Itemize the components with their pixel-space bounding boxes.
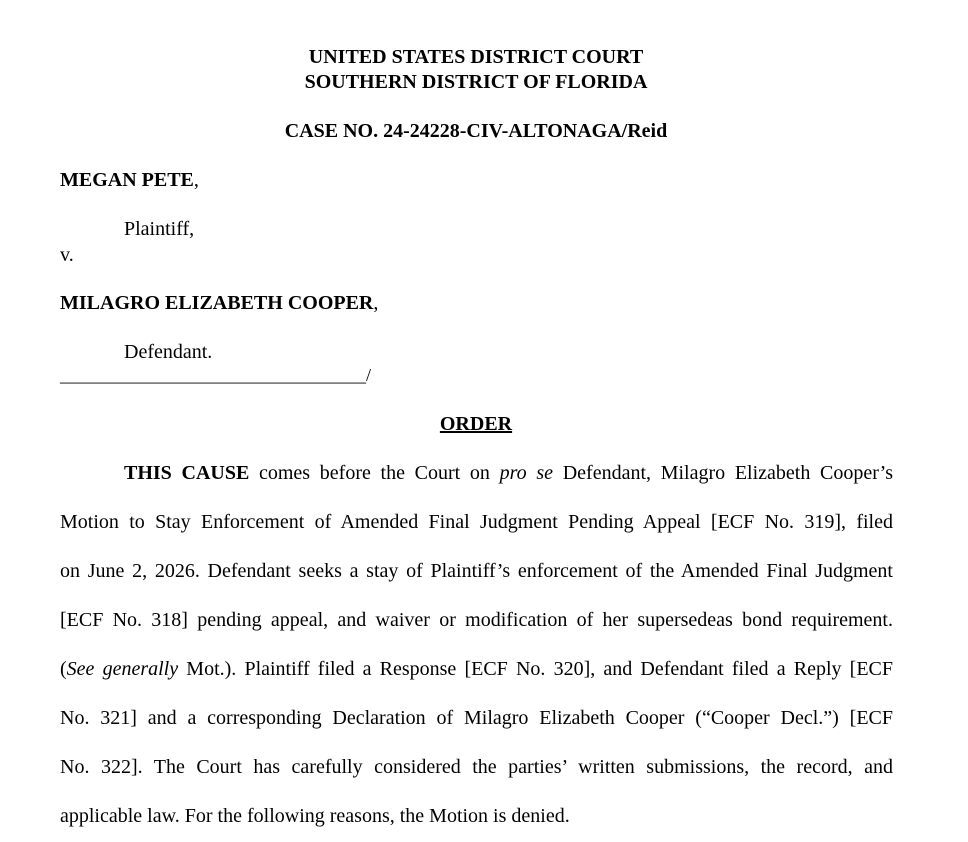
defendant-comma: ,: [373, 292, 379, 314]
body-line-5-b: Mot.). Plaintiff filed a Response [ECF No. 320], and Defendant filed a Reply [ECF: [178, 658, 894, 680]
see-generally: See generally: [66, 658, 179, 680]
plaintiff-name: MEGAN PETE: [60, 169, 194, 191]
court-name-line-1: UNITED STATES DISTRICT COURT: [308, 46, 644, 68]
body-line-1: [124, 461, 893, 485]
versus: v.: [60, 244, 74, 266]
body-line-3: on June 2, 2026. Defendant seeks a stay of Plaintiff’s enforcement of the Amended Final Judgment: [60, 560, 893, 582]
case-number: CASE NO. 24-24228-CIV-ALTONAGA/Reid: [284, 120, 668, 142]
plaintiff-role: Plaintiff,: [124, 218, 195, 240]
order-title-text: ORDER: [439, 413, 513, 435]
body-line-7: No. 322]. The Court has carefully considered the parties’ written submissions, the record, and: [60, 756, 893, 778]
body-line-1-a: comes before the Court on: [249, 462, 500, 484]
body-line-8: applicable law. For the following reasons, the Motion is denied.: [60, 805, 570, 827]
defendant-name-line: [60, 291, 378, 315]
body-line-2: Motion to Stay Enforcement of Amended Final Judgment Pending Appeal [ECF No. 319], filed: [60, 511, 893, 533]
plaintiff-name-line: [60, 168, 199, 192]
caption-signature-line: __________________________________/: [60, 365, 372, 385]
this-cause: THIS CAUSE: [124, 462, 250, 484]
order-title: [0, 412, 952, 436]
body-line-1-b: Defendant, Milagro Elizabeth Cooper’s: [553, 462, 894, 484]
plaintiff-comma: ,: [193, 169, 199, 191]
pro-se: pro se: [499, 462, 554, 484]
body-line-6: No. 321] and a corresponding Declaration of Milagro Elizabeth Cooper (“Cooper Decl.”) [ECF: [60, 707, 893, 729]
body-line-5-a: (: [60, 658, 67, 680]
defendant-name: MILAGRO ELIZABETH COOPER: [60, 292, 374, 314]
defendant-role: Defendant.: [124, 341, 213, 363]
body-line-5: [60, 657, 893, 681]
body-line-4: [ECF No. 318] pending appeal, and waiver or modification of her supersedeas bond requirement.: [60, 609, 893, 631]
court-name-line-2: SOUTHERN DISTRICT OF FLORIDA: [304, 71, 648, 93]
